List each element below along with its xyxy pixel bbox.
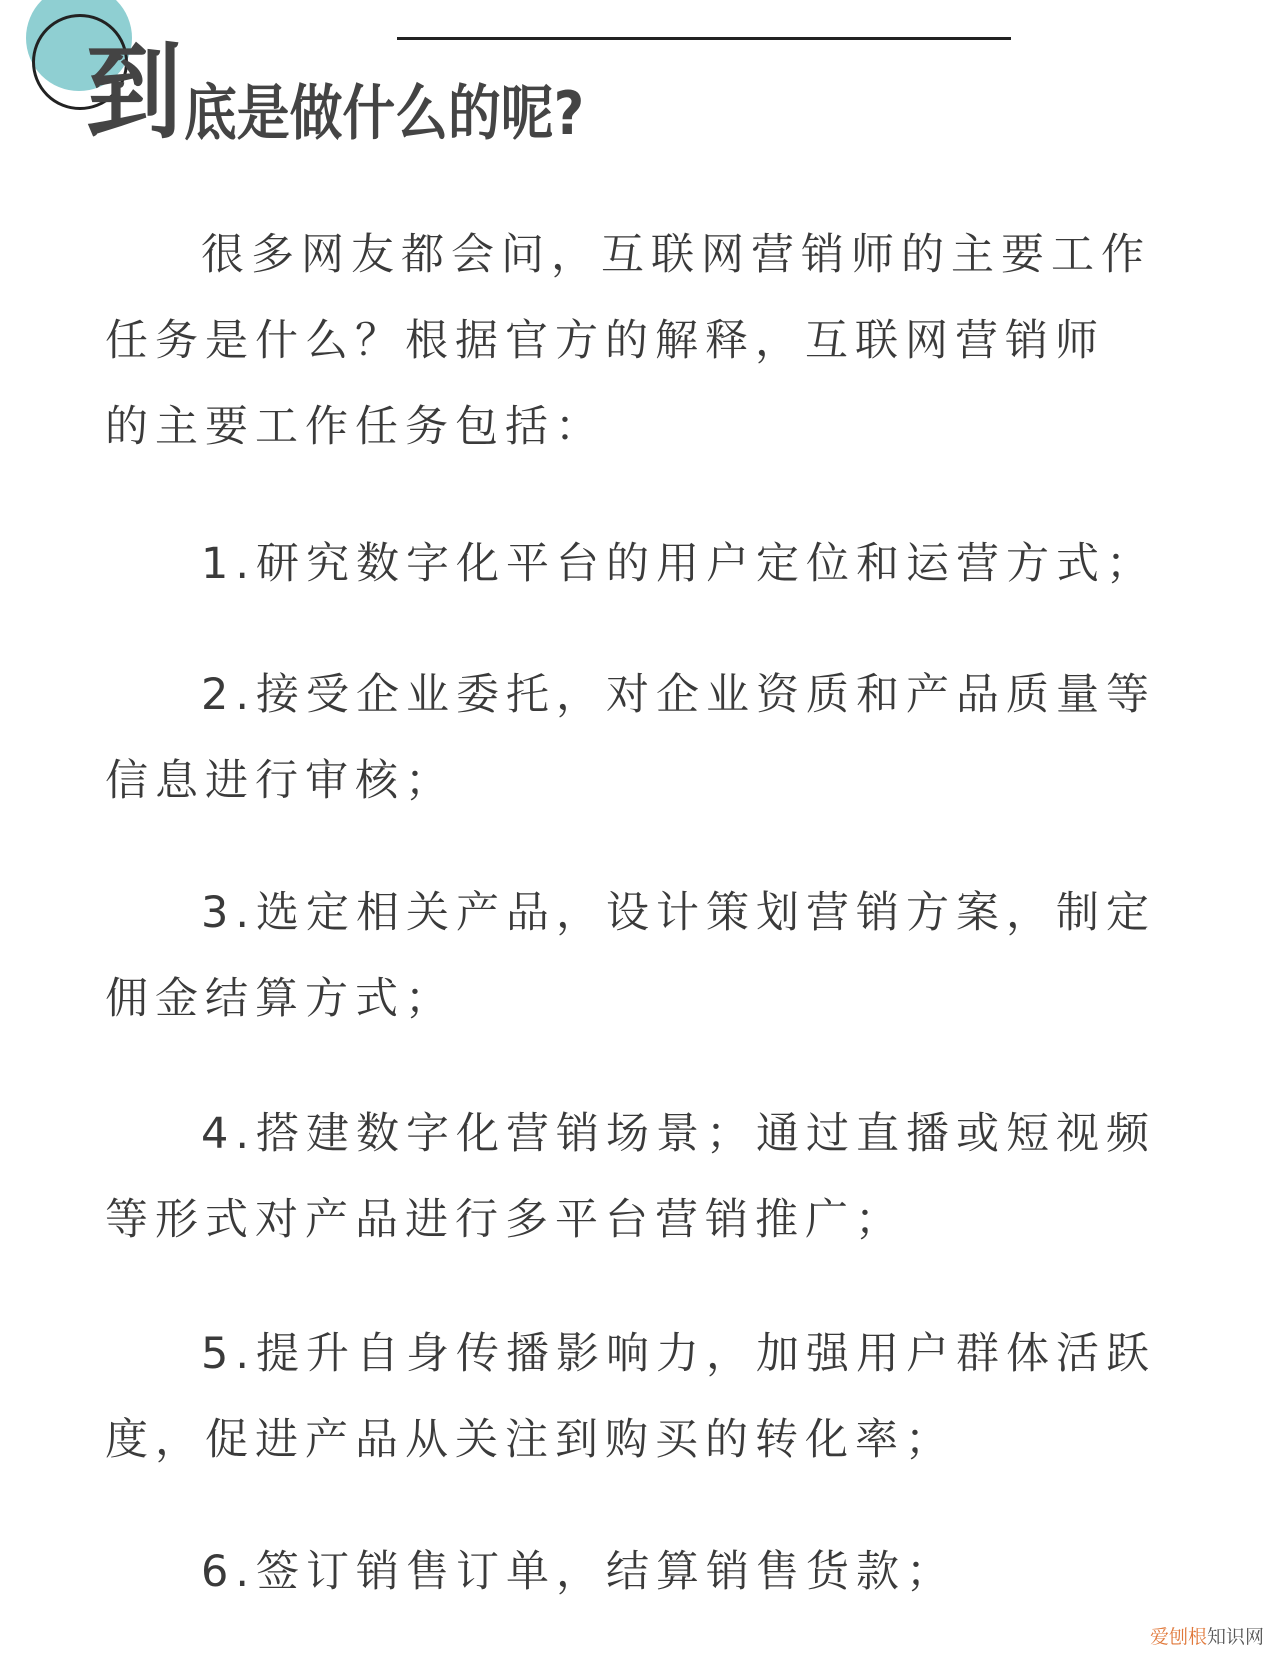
- task-item-5: [105, 1311, 1156, 1483]
- text-line: 4.搭建数字化营销场景；通过直播或短视频: [201, 1109, 1157, 1159]
- task-item-4: [105, 1091, 1156, 1263]
- text-line: 很多网友都会问，互联网营销师的主要工作: [201, 230, 1151, 280]
- watermark-brand: 爱刨根: [1149, 1626, 1207, 1648]
- text-line: 的主要工作任务包括：: [105, 402, 605, 452]
- text-line: 1.研究数字化平台的用户定位和运营方式；: [201, 539, 1157, 589]
- text-line: 2.接受企业委托，对企业资质和产品质量等: [201, 670, 1157, 720]
- text-line: 信息进行审核；: [105, 756, 455, 806]
- text-line: 任务是什么？根据官方的解释，互联网营销师: [105, 316, 1105, 366]
- heading-rest: 底是做什么的呢?: [184, 79, 585, 149]
- text-line: 5.提升自身传播影响力，加强用户群体活跃: [201, 1329, 1157, 1379]
- text-line: 等形式对产品进行多平台营销推广；: [105, 1195, 905, 1245]
- text-line: 佣金结算方式；: [105, 974, 455, 1024]
- text-line: 度，促进产品从关注到购买的转化率；: [105, 1415, 955, 1465]
- intro-paragraph: [105, 212, 1151, 470]
- watermark-site: 知识网: [1206, 1626, 1264, 1648]
- text-line: 3.选定相关产品，设计策划营销方案，制定: [201, 888, 1157, 938]
- task-item-3: [105, 870, 1156, 1042]
- watermark: [1150, 1622, 1264, 1649]
- task-item-6: [105, 1529, 956, 1615]
- task-item-2: [105, 652, 1156, 824]
- section-heading: [86, 31, 639, 153]
- text-line: 6.签订销售订单，结算销售货款；: [201, 1547, 957, 1597]
- heading-first-char: 到: [86, 31, 182, 153]
- task-item-1: [105, 521, 1156, 607]
